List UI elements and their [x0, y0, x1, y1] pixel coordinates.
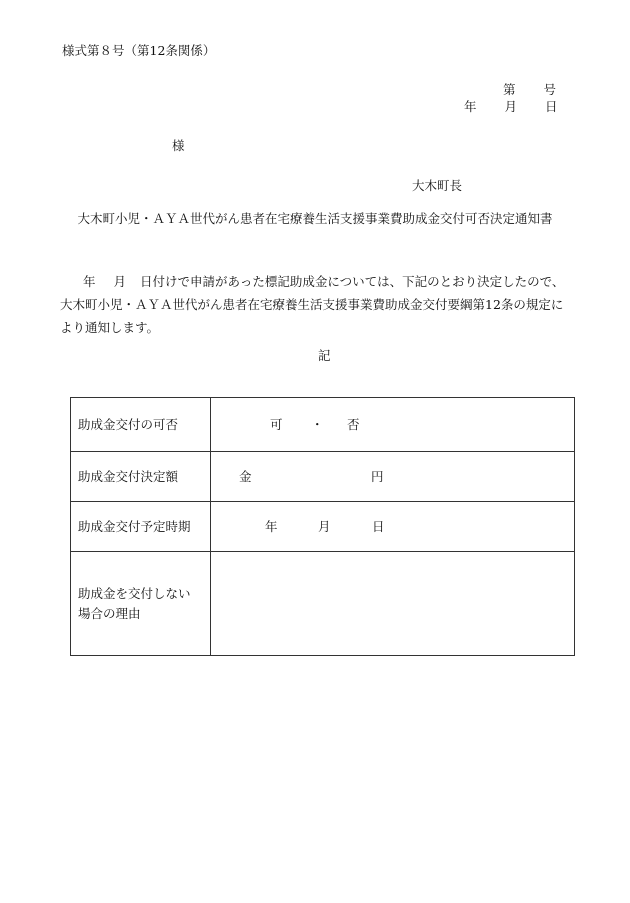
body-line-1 — [60, 270, 590, 293]
schedule-label: 助成金交付予定時期 — [71, 502, 211, 552]
schedule-year: 年 — [265, 518, 278, 534]
schedule-month: 月 — [318, 518, 331, 534]
approval-label: 助成金交付の可否 — [71, 398, 211, 452]
table-row — [71, 552, 575, 656]
document-number-prefix: 第 — [503, 82, 516, 97]
body-line-2: 大木町小児・ＡＹＡ世代がん患者在宅療養生活支援事業費助成金交付要綱第12条の規定に — [60, 297, 564, 312]
issue-date-month: 月 — [504, 99, 518, 114]
table-row — [71, 452, 575, 502]
amount-prefix: 金 — [239, 468, 252, 484]
approval-value — [211, 398, 575, 452]
approval-no: 否 — [347, 416, 360, 432]
approval-yes: 可 — [270, 416, 283, 432]
schedule-day: 日 — [372, 518, 385, 534]
table-row — [71, 502, 575, 552]
ki-heading: 記 — [318, 348, 331, 363]
table-row — [71, 398, 575, 452]
body-line-3: より通知します。 — [60, 320, 160, 335]
amount-label: 助成金交付決定額 — [71, 452, 211, 502]
approval-separator: ・ — [311, 416, 324, 432]
refusal-reason-label — [71, 552, 211, 656]
refusal-reason-value — [211, 552, 575, 656]
document-number-line — [503, 84, 556, 97]
body-year: 年 — [83, 274, 96, 289]
refusal-reason-label-line-1: 助成金を交付しない — [78, 585, 191, 601]
amount-unit: 円 — [371, 468, 384, 484]
form-number: 様式第８号（第12条関係） — [62, 43, 216, 58]
issue-date-day: 日 — [545, 99, 558, 114]
body-month: 月 — [113, 274, 127, 289]
body-text — [60, 270, 590, 339]
document-number-suffix: 号 — [543, 82, 557, 97]
refusal-reason-label-line-2: 場合の理由 — [78, 605, 141, 621]
body-line-1-rest: 日付けで申請があった標記助成金については、下記のとおり決定したので、 — [140, 274, 565, 289]
decision-table — [70, 397, 575, 656]
issue-date-year: 年 — [464, 99, 477, 114]
amount-value — [211, 452, 575, 502]
schedule-value — [211, 502, 575, 552]
issue-date-line — [464, 101, 558, 114]
recipient-honorific: 様 — [172, 138, 185, 153]
issuer-name: 大木町長 — [412, 178, 463, 193]
document-title: 大木町小児・ＡＹＡ世代がん患者在宅療養生活支援事業費助成金交付可否決定通知書 — [77, 211, 553, 226]
